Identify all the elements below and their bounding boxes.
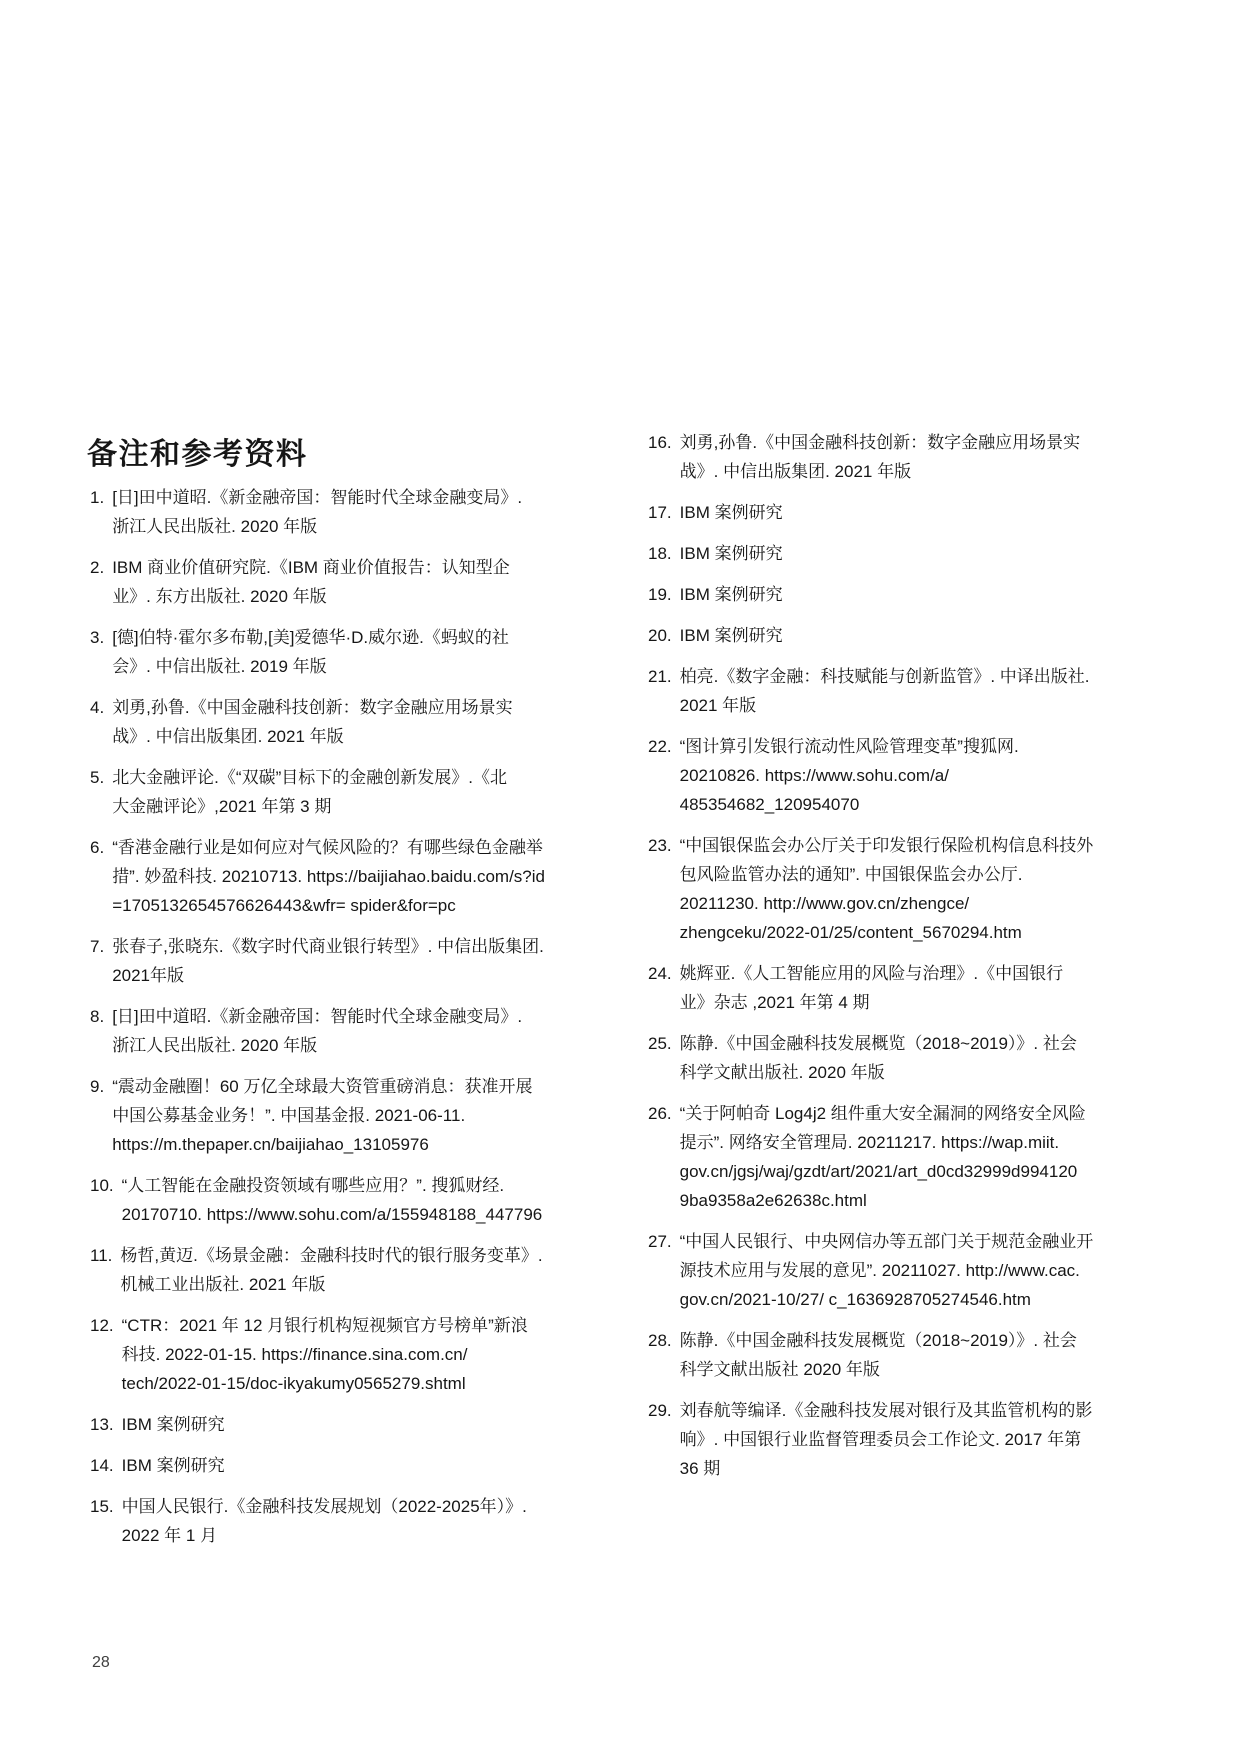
reference-text-line: 9ba9358a2e62638c.html [679, 1191, 867, 1210]
reference-item [648, 539, 1153, 568]
reference-text-line: 刘勇,孙鲁.《中国金融科技创新：数字金融应用场景实 [679, 433, 1081, 452]
page-number: 28 [92, 1654, 110, 1671]
reference-text-line: IBM 案例研究 [679, 626, 783, 645]
reference-number: 4. [90, 698, 105, 717]
reference-number: 14. [90, 1456, 114, 1475]
reference-text [122, 1171, 600, 1229]
reference-number: 11. [90, 1246, 113, 1265]
reference-number: 21. [648, 667, 672, 686]
reference-number: 12. [90, 1316, 114, 1335]
reference-number: 8. [90, 1007, 105, 1026]
reference-number: 19. [648, 585, 672, 604]
reference-text-line: 战》. 中信出版集团. 2021 年版 [112, 727, 344, 746]
reference-text-line: 20170710. https://www.sohu.com/a/155948188_447796 [121, 1205, 543, 1224]
reference-text-line: [日]田中道昭.《新金融帝国：智能时代全球金融变局》. [112, 1007, 523, 1026]
reference-text-line: 科学文献出版社 2020 年版 [679, 1360, 880, 1379]
reference-text [112, 553, 600, 611]
reference-text-line: 北大金融评论.《“双碳”目标下的金融创新发展》.《北 [112, 768, 507, 787]
reference-number: 27. [648, 1232, 672, 1251]
reference-number: 7. [90, 937, 105, 956]
reference-text-line: 2022 年 1 月 [121, 1526, 218, 1545]
reference-text-line: 科学文献出版社. 2020 年版 [679, 1063, 885, 1082]
references-column-left [90, 483, 600, 1562]
reference-text-line: =1705132654576626443&wfr= spider&for=pc [112, 896, 456, 915]
reference-number: 9. [90, 1077, 105, 1096]
reference-text-line: 2021 年版 [679, 696, 757, 715]
reference-text-line: 杨哲,黄迈.《场景金融：金融科技时代的银行服务变革》. [120, 1246, 543, 1265]
reference-text-line: 响》. 中国银行业监督管理委员会工作论文. 2017 年第 [679, 1430, 1082, 1449]
reference-text [112, 763, 600, 821]
reference-text [122, 1451, 600, 1480]
reference-item [90, 1241, 600, 1299]
reference-item [90, 623, 600, 681]
reference-text-line: [日]田中道昭.《新金融帝国：智能时代全球金融变局》. [112, 488, 523, 507]
reference-text [120, 1241, 600, 1299]
reference-number: 13. [90, 1415, 114, 1434]
reference-item [648, 498, 1153, 527]
reference-text [680, 428, 1153, 486]
reference-item [90, 1410, 600, 1439]
reference-text [112, 623, 600, 681]
reference-text [680, 498, 1153, 527]
reference-text-line: 20210826. https://www.sohu.com/a/ [679, 766, 949, 785]
reference-text-line: 陈静.《中国金融科技发展概览（2018~2019）》. 社会 [679, 1034, 1077, 1053]
reference-text [680, 662, 1153, 720]
reference-item [90, 553, 600, 611]
reference-text-line: 中国人民银行.《金融科技发展规划（2022-2025年）》. [121, 1497, 527, 1516]
reference-text-line: “中国人民银行、中央网信办等五部门关于规范金融业开 [679, 1232, 1094, 1251]
reference-text [680, 621, 1153, 650]
reference-text [112, 693, 600, 751]
reference-number: 17. [648, 503, 672, 522]
reference-number: 24. [648, 964, 672, 983]
reference-item [648, 621, 1153, 650]
reference-number: 1. [90, 488, 105, 507]
reference-item [648, 1099, 1153, 1215]
reference-item [90, 1171, 600, 1229]
reference-item [90, 483, 600, 541]
reference-number: 2. [90, 558, 105, 577]
reference-number: 26. [648, 1104, 672, 1123]
reference-text-line: 措”. 妙盈科技. 20210713. https://baijiahao.baidu.com/s?id [112, 867, 545, 886]
reference-item [648, 580, 1153, 609]
reference-text-line: 20211230. http://www.gov.cn/zhengce/ [679, 894, 970, 913]
reference-item [648, 662, 1153, 720]
references-column-right [648, 428, 1153, 1495]
reference-text [112, 483, 600, 541]
reference-item [90, 763, 600, 821]
reference-text-line: https://m.thepaper.cn/baijiahao_13105976 [112, 1135, 429, 1154]
reference-text-line: IBM 案例研究 [679, 503, 783, 522]
reference-item [648, 1029, 1153, 1087]
reference-item [648, 831, 1153, 947]
reference-item [648, 1396, 1153, 1483]
reference-text [112, 833, 600, 920]
reference-text [680, 1326, 1153, 1384]
reference-text-line: “图计算引发银行流动性风险管理变革”搜狐网. [679, 737, 1019, 756]
reference-text [680, 1396, 1153, 1483]
reference-text-line: 36 期 [679, 1459, 721, 1478]
reference-text-line: 浙江人民出版社. 2020 年版 [112, 517, 318, 536]
reference-number: 16. [648, 433, 672, 452]
reference-item [90, 1451, 600, 1480]
reference-item [90, 1002, 600, 1060]
reference-text-line: gov.cn/jgsj/waj/gzdt/art/2021/art_d0cd32999d994120 [679, 1162, 1078, 1181]
reference-text-line: 业》. 东方出版社. 2020 年版 [112, 587, 327, 606]
reference-text [112, 1002, 600, 1060]
reference-text-line: 2021年版 [112, 966, 185, 985]
reference-text [680, 580, 1153, 609]
reference-text-line: zhengceku/2022-01/25/content_5670294.htm [679, 923, 1022, 942]
reference-number: 20. [648, 626, 672, 645]
reference-item [90, 1072, 600, 1159]
reference-text-line: 刘勇,孙鲁.《中国金融科技创新：数字金融应用场景实 [112, 698, 513, 717]
reference-number: 15. [90, 1497, 114, 1516]
reference-text [680, 539, 1153, 568]
reference-number: 6. [90, 838, 105, 857]
reference-item [648, 1227, 1153, 1314]
reference-text-line: gov.cn/2021-10/27/ c_1636928705274546.htm [679, 1290, 1031, 1309]
reference-item [90, 1311, 600, 1398]
reference-text-line: tech/2022-01-15/doc-ikyakumy0565279.shtml [121, 1374, 466, 1393]
reference-text-line: 会》. 中信出版社. 2019 年版 [112, 657, 327, 676]
reference-text-line: 姚辉亚.《人工智能应用的风险与治理》.《中国银行 [679, 964, 1064, 983]
reference-item [648, 1326, 1153, 1384]
reference-text-line: 张春子,张晓东.《数字时代商业银行转型》. 中信出版集团. [112, 937, 544, 956]
reference-number: 5. [90, 768, 105, 787]
reference-number: 10. [90, 1176, 114, 1195]
reference-text [122, 1311, 600, 1398]
reference-number: 3. [90, 628, 105, 647]
reference-text-line: 柏亮.《数字金融：科技赋能与创新监管》. 中译出版社. [679, 667, 1090, 686]
reference-text-line: IBM 案例研究 [121, 1415, 225, 1434]
reference-text-line: 485354682_120954070 [679, 795, 860, 814]
reference-text-line: 包风险监管办法的通知”. 中国银保监会办公厅. [679, 865, 1023, 884]
reference-text-line: 大金融评论》,2021 年第 3 期 [112, 797, 332, 816]
reference-text-line: “中国银保监会办公厅关于印发银行保险机构信息科技外 [679, 836, 1094, 855]
reference-text [122, 1492, 600, 1550]
reference-text-line: “震动金融圈！60 万亿全球最大资管重磅消息：获准开展 [112, 1077, 533, 1096]
reference-item [90, 1492, 600, 1550]
reference-text-line: 科技. 2022-01-15. https://finance.sina.com.cn/ [121, 1345, 468, 1364]
reference-text-line: 浙江人民出版社. 2020 年版 [112, 1036, 318, 1055]
reference-number: 18. [648, 544, 672, 563]
reference-text-line: [德]伯特·霍尔多布勒,[美]爱德华·D.威尔逊.《蚂蚁的社 [112, 628, 509, 647]
reference-text [122, 1410, 600, 1439]
reference-text-line: “人工智能在金融投资领域有哪些应用？”. 搜狐财经. [121, 1176, 505, 1195]
reference-text-line: “CTR：2021 年 12 月银行机构短视频官方号榜单”新浪 [121, 1316, 528, 1335]
reference-item [648, 959, 1153, 1017]
reference-text-line: “香港金融行业是如何应对气候风险的？有哪些绿色金融举 [112, 838, 543, 857]
reference-text-line: 陈静.《中国金融科技发展概览（2018~2019）》. 社会 [679, 1331, 1077, 1350]
reference-text-line: IBM 案例研究 [121, 1456, 225, 1475]
reference-text-line: 提示”. 网络安全管理局. 20211217. https://wap.miit. [679, 1133, 1060, 1152]
reference-text [680, 1227, 1153, 1314]
reference-text-line: 源技术应用与发展的意见”. 20211027. http://www.cac. [679, 1261, 1080, 1280]
reference-item [648, 732, 1153, 819]
reference-item [90, 693, 600, 751]
reference-number: 25. [648, 1034, 672, 1053]
reference-text-line: IBM 案例研究 [679, 544, 783, 563]
reference-text-line: 业》杂志 ,2021 年第 4 期 [679, 993, 870, 1012]
reference-text [112, 1072, 600, 1159]
reference-text [680, 1029, 1153, 1087]
reference-item [90, 932, 600, 990]
reference-text-line: IBM 案例研究 [679, 585, 783, 604]
reference-text [680, 732, 1153, 819]
reference-number: 29. [648, 1401, 672, 1420]
page-title: 备注和参考资料 [87, 438, 308, 472]
reference-text-line: 战》. 中信出版集团. 2021 年版 [679, 462, 912, 481]
reference-item [90, 833, 600, 920]
reference-text [112, 932, 600, 990]
reference-number: 22. [648, 737, 672, 756]
reference-number: 28. [648, 1331, 672, 1350]
reference-text-line: 刘春航等编译.《金融科技发展对银行及其监管机构的影 [679, 1401, 1093, 1420]
reference-text-line: 机械工业出版社. 2021 年版 [120, 1275, 326, 1294]
reference-number: 23. [648, 836, 672, 855]
reference-text [680, 959, 1153, 1017]
reference-text-line: IBM 商业价值研究院.《IBM 商业价值报告：认知型企 [112, 558, 510, 577]
reference-text-line: 中国公募基金业务！”. 中国基金报. 2021-06-11. [112, 1106, 466, 1125]
reference-text [680, 831, 1153, 947]
reference-text-line: “关于阿帕奇 Log4j2 组件重大安全漏洞的网络安全风险 [679, 1104, 1086, 1123]
reference-text [680, 1099, 1153, 1215]
reference-item [648, 428, 1153, 486]
